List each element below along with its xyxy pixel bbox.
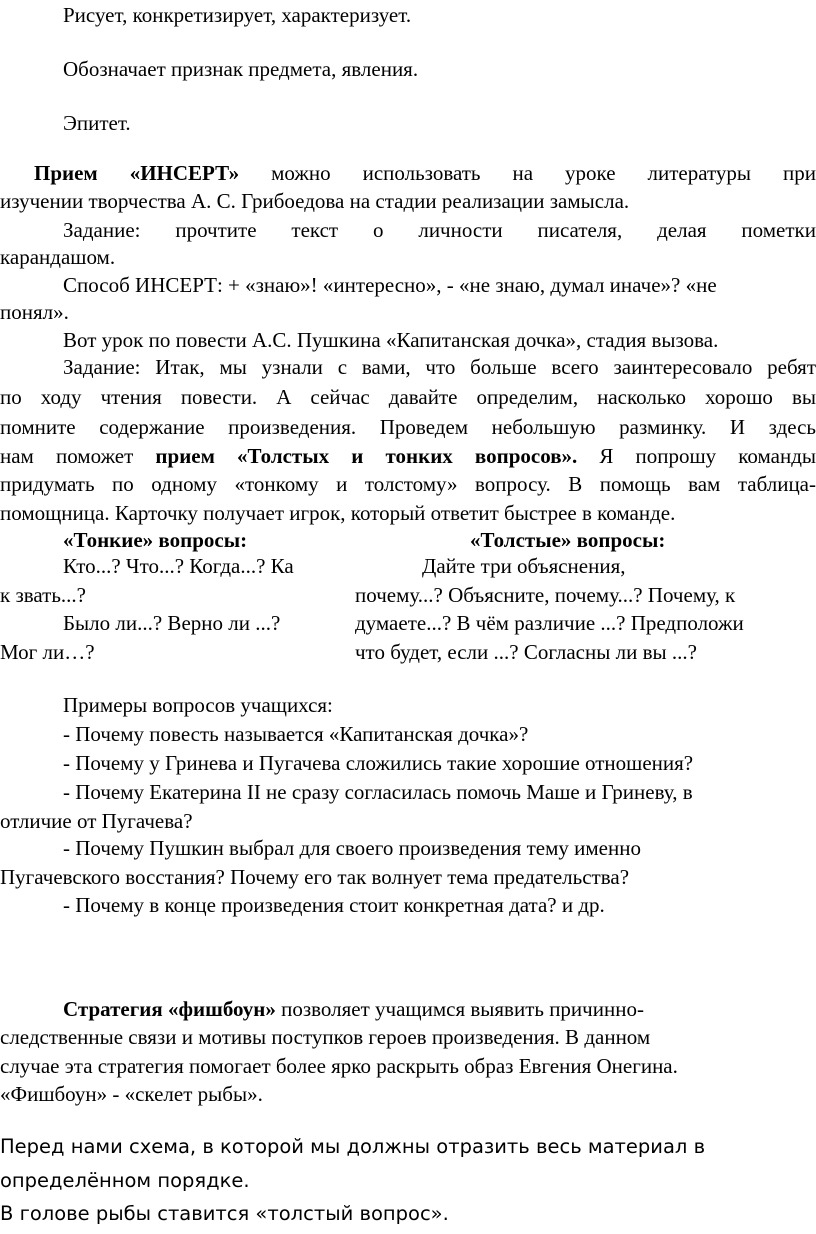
thin-questions-line-1: Кто...? Что...? Когда...? Ка xyxy=(63,554,294,578)
example-question-3a: - Почему Екатерина II не сразу согласилась помочь Маше и Гриневу, в xyxy=(63,780,693,804)
lesson-task-line-2: по ходу чтения повести. А сейчас давайте определим, насколько хорошо вы xyxy=(0,385,816,409)
thick-questions-line-3: думаете...? В чём различие ...? Предположи xyxy=(355,611,744,635)
lesson-intro-line: Вот урок по повести А.С. Пушкина «Капитанская дочка», стадия вызова. xyxy=(63,328,719,352)
example-question-5: - Почему в конце произведения стоит конкретная дата? и др. xyxy=(63,893,605,917)
insert-line-1: Прием «ИНСЕРТ» можно использовать на уроке литературы при xyxy=(34,161,816,185)
lesson-task-line-5: придумать по одному «тонкому и толстому» вопросу. В помощь вам таблица- xyxy=(0,472,816,496)
thin-questions-line-4: Мог ли…? xyxy=(0,640,95,664)
thin-questions-header: «Тонкие» вопросы: xyxy=(63,528,248,552)
example-question-2: - Почему у Гринева и Пугачева сложились такие хорошие отношения? xyxy=(63,751,694,775)
closing-line-3: В голове рыбы ставится «толстый вопрос». xyxy=(0,1202,449,1225)
intro-line-1: Рисует, конкретизирует, характеризует. xyxy=(63,3,412,27)
examples-title: Примеры вопросов учащихся: xyxy=(63,693,333,717)
closing-line-2: определённом порядке. xyxy=(0,1169,250,1192)
insert-line-2: изучении творчества А. С. Грибоедова на стадии реализации замысла. xyxy=(0,189,630,213)
fishbone-line-3: случае эта стратегия помогает более ярко раскрыть образ Евгения Онегина. xyxy=(0,1054,678,1078)
example-question-3b: отличие от Пугачева? xyxy=(0,809,193,833)
insert-task-line: Задание: прочтите текст о личности писателя, делая пометки xyxy=(63,218,816,242)
fishbone-line-1: Стратегия «фишбоун» позволяет учащимся выявить причинно- xyxy=(63,997,644,1021)
insert-line-4: карандашом. xyxy=(0,245,116,269)
fishbone-strategy-title: Стратегия «фишбоун» xyxy=(63,997,276,1021)
thin-questions-line-2: к звать...? xyxy=(0,583,86,607)
thick-questions-header: «Толстые» вопросы: xyxy=(470,528,666,552)
example-question-1: - Почему повесть называется «Капитанская дочка»? xyxy=(63,722,529,746)
lesson-task-line-1: Задание: Итак, мы узнали с вами, что больше всего заинтересовало ребят xyxy=(63,355,816,379)
lesson-task-line-6: помощница. Карточку получает игрок, который ответит быстрее в команде. xyxy=(0,501,676,525)
lesson-task-line-4: нам поможет прием «Толстых и тонких вопросов». Я попрошу команды xyxy=(0,444,816,468)
intro-line-2: Обозначает признак предмета, явления. xyxy=(63,57,419,81)
insert-method-line: Способ ИНСЕРТ: + «знаю»! «интересно», - «не знаю, думал иначе»? «не xyxy=(63,273,717,297)
thick-questions-line-1: Дайте три объяснения, xyxy=(422,554,626,578)
insert-line-6: понял». xyxy=(0,300,69,324)
example-question-4a: - Почему Пушкин выбрал для своего произведения тему именно xyxy=(63,836,641,860)
example-question-4b: Пугачевского восстания? Почему его так волнует тема предательства? xyxy=(0,865,630,889)
closing-line-1: Перед нами схема, в которой мы должны отразить весь материал в xyxy=(0,1135,706,1158)
thick-questions-line-4: что будет, если ...? Согласны ли вы ...? xyxy=(355,640,697,664)
thick-thin-technique-title: прием «Толстых и тонких вопросов». xyxy=(155,444,578,468)
insert-technique-title: Прием «ИНСЕРТ» xyxy=(34,161,240,185)
thick-questions-line-2: почему...? Объясните, почему...? Почему, к xyxy=(355,583,736,607)
lesson-task-line-3: помните содержание произведения. Проведем небольшую разминку. И здесь xyxy=(0,415,816,439)
thin-questions-line-3: Было ли...? Верно ли ...? xyxy=(63,611,281,635)
fishbone-line-4: «Фишбоун» - «скелет рыбы». xyxy=(0,1082,263,1106)
intro-line-3: Эпитет. xyxy=(63,111,131,135)
fishbone-line-2: следственные связи и мотивы поступков героев произведения. В данном xyxy=(0,1025,651,1049)
